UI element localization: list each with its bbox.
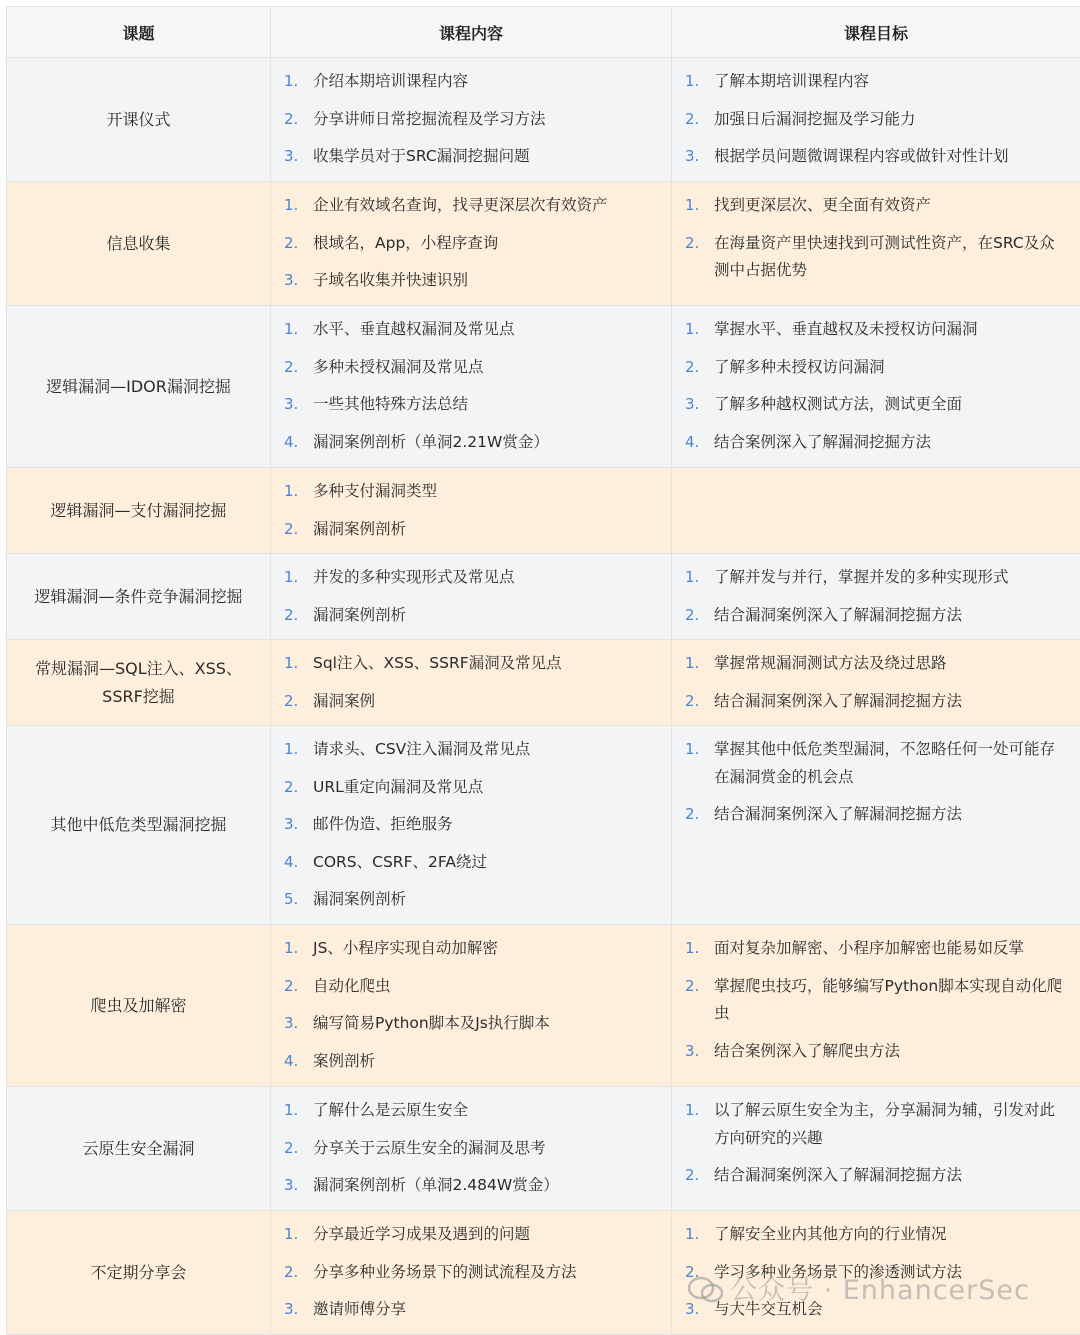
content-item xyxy=(284,391,659,419)
item-number: 1. xyxy=(284,564,298,592)
watermark-text: 公众号 · EnhancerSec xyxy=(730,1275,1030,1306)
content-item xyxy=(284,811,659,839)
item-number: 2. xyxy=(284,106,298,134)
goal-item xyxy=(685,106,1068,134)
content-cell xyxy=(271,58,672,182)
goal-item xyxy=(685,391,1068,419)
table-row xyxy=(7,1087,1080,1211)
topic-cell: 其他中低危类型漏洞挖掘 xyxy=(7,726,271,925)
content-item xyxy=(284,736,659,764)
item-number: 2. xyxy=(685,230,699,258)
content-item xyxy=(284,1296,659,1324)
content-item xyxy=(284,1221,659,1249)
content-list xyxy=(284,316,659,456)
goal-item xyxy=(685,354,1068,382)
item-number: 1. xyxy=(685,736,699,764)
content-list xyxy=(284,564,659,629)
item-number: 2. xyxy=(685,801,699,829)
table-row xyxy=(7,554,1080,640)
goals-cell xyxy=(672,306,1080,468)
item-text: 与大牛交互机会 xyxy=(714,1300,823,1318)
item-number: 2. xyxy=(685,973,699,1001)
item-number: 2. xyxy=(284,973,298,1001)
item-text: 掌握爬虫技巧，能够编写Python脚本实现自动化爬虫 xyxy=(714,977,1062,1023)
header-content: 课程内容 xyxy=(271,7,672,58)
item-number: 2. xyxy=(685,602,699,630)
item-number: 4. xyxy=(284,1048,298,1076)
goal-item xyxy=(685,935,1068,963)
content-item xyxy=(284,1048,659,1076)
content-list xyxy=(284,68,659,171)
item-text: 邮件伪造、拒绝服务 xyxy=(313,815,453,833)
item-number: 5. xyxy=(284,886,298,914)
content-item xyxy=(284,68,659,96)
item-text: CORS、CSRF、2FA绕过 xyxy=(313,853,487,871)
content-item xyxy=(284,1259,659,1287)
content-list xyxy=(284,736,659,914)
table-row xyxy=(7,306,1080,468)
item-text: 加强日后漏洞挖掘及学习能力 xyxy=(714,110,916,128)
item-text: 掌握水平、垂直越权及未授权访问漏洞 xyxy=(714,320,978,338)
item-number: 3. xyxy=(685,143,699,171)
content-item xyxy=(284,1010,659,1038)
item-text: 找到更深层次、更全面有效资产 xyxy=(714,196,931,214)
item-number: 3. xyxy=(284,1296,298,1324)
goal-item xyxy=(685,564,1068,592)
item-text: 漏洞案例剖析（单洞2.484W赏金） xyxy=(313,1176,559,1194)
topic-cell: 开课仪式 xyxy=(7,58,271,182)
topic-cell: 逻辑漏洞—支付漏洞挖掘 xyxy=(7,468,271,554)
content-list xyxy=(284,1097,659,1200)
item-number: 3. xyxy=(284,811,298,839)
content-item xyxy=(284,886,659,914)
content-item xyxy=(284,973,659,1001)
table-row xyxy=(7,726,1080,925)
topic-cell: 云原生安全漏洞 xyxy=(7,1087,271,1211)
goal-item xyxy=(685,143,1068,171)
goals-cell xyxy=(672,925,1080,1087)
item-number: 2. xyxy=(685,106,699,134)
content-cell xyxy=(271,468,672,554)
goals-cell xyxy=(672,640,1080,726)
item-number: 1. xyxy=(284,1097,298,1125)
item-number: 2. xyxy=(685,354,699,382)
item-text: 案例剖析 xyxy=(313,1052,375,1070)
content-item xyxy=(284,354,659,382)
item-text: 掌握其他中低危类型漏洞，不忽略任何一处可能存在漏洞赏金的机会点 xyxy=(714,740,1055,786)
item-number: 2. xyxy=(284,602,298,630)
item-number: 1. xyxy=(685,650,699,678)
header-goals: 课程目标 xyxy=(672,7,1080,58)
goal-list xyxy=(685,192,1068,285)
item-number: 1. xyxy=(284,935,298,963)
item-number: 3. xyxy=(685,391,699,419)
item-text: 结合漏洞案例深入了解漏洞挖掘方法 xyxy=(714,1166,962,1184)
topic-cell: 常规漏洞—SQL注入、XSS、SSRF挖掘 xyxy=(7,640,271,726)
item-text: 分享最近学习成果及遇到的问题 xyxy=(313,1225,530,1243)
content-cell xyxy=(271,554,672,640)
goal-item xyxy=(685,688,1068,716)
item-text: 结合漏洞案例深入了解漏洞挖掘方法 xyxy=(714,805,962,823)
content-cell xyxy=(271,1211,672,1335)
topic-cell: 逻辑漏洞—条件竞争漏洞挖掘 xyxy=(7,554,271,640)
topic-cell: 信息收集 xyxy=(7,182,271,306)
goals-cell xyxy=(672,468,1080,554)
item-number: 2. xyxy=(284,354,298,382)
content-item xyxy=(284,564,659,592)
goals-cell xyxy=(672,182,1080,306)
item-number: 4. xyxy=(284,849,298,877)
item-text: 漏洞案例剖析 xyxy=(313,890,406,908)
goal-item xyxy=(685,801,1068,829)
item-text: 子域名收集并快速识别 xyxy=(313,271,468,289)
topic-cell: 逻辑漏洞—IDOR漏洞挖掘 xyxy=(7,306,271,468)
topic-cell: 爬虫及加解密 xyxy=(7,925,271,1087)
item-text: 分享关于云原生安全的漏洞及思考 xyxy=(313,1139,546,1157)
header-row xyxy=(7,7,1080,58)
goal-item xyxy=(685,650,1068,678)
item-number: 1. xyxy=(685,1097,699,1125)
table-row xyxy=(7,640,1080,726)
content-item xyxy=(284,429,659,457)
content-item xyxy=(284,602,659,630)
item-text: Sql注入、XSS、SSRF漏洞及常见点 xyxy=(313,654,562,672)
content-cell xyxy=(271,726,672,925)
goal-list xyxy=(685,1097,1068,1190)
content-item xyxy=(284,935,659,963)
content-item xyxy=(284,516,659,544)
content-item xyxy=(284,1097,659,1125)
goal-item xyxy=(685,316,1068,344)
content-item xyxy=(284,192,659,220)
item-number: 2. xyxy=(284,230,298,258)
item-number: 3. xyxy=(284,143,298,171)
goal-list xyxy=(685,316,1068,456)
item-number: 1. xyxy=(685,935,699,963)
content-cell xyxy=(271,640,672,726)
item-number: 1. xyxy=(685,68,699,96)
item-text: 了解什么是云原生安全 xyxy=(313,1101,468,1119)
item-text: JS、小程序实现自动加解密 xyxy=(313,939,498,957)
item-number: 3. xyxy=(284,1172,298,1200)
item-number: 1. xyxy=(284,68,298,96)
item-text: 并发的多种实现形式及常见点 xyxy=(313,568,515,586)
item-text: 收集学员对于SRC漏洞挖掘问题 xyxy=(313,147,530,165)
item-text: 漏洞案例剖析（单洞2.21W赏金） xyxy=(313,433,549,451)
item-text: 多种支付漏洞类型 xyxy=(313,482,437,500)
item-number: 1. xyxy=(284,736,298,764)
content-list xyxy=(284,935,659,1075)
content-item xyxy=(284,230,659,258)
item-text: 结合漏洞案例深入了解漏洞挖掘方法 xyxy=(714,606,962,624)
item-text: 在海量资产里快速找到可测试性资产，在SRC及众测中占据优势 xyxy=(714,234,1055,280)
goal-item xyxy=(685,192,1068,220)
item-text: 邀请师傅分享 xyxy=(313,1300,406,1318)
item-text: 面对复杂加解密、小程序加解密也能易如反掌 xyxy=(714,939,1024,957)
item-text: 漏洞案例剖析 xyxy=(313,520,406,538)
table-row xyxy=(7,925,1080,1087)
goal-list xyxy=(685,564,1068,629)
content-item xyxy=(284,849,659,877)
goals-cell xyxy=(672,58,1080,182)
content-list xyxy=(284,650,659,715)
goal-list xyxy=(685,68,1068,171)
item-text: 自动化爬虫 xyxy=(313,977,391,995)
content-item xyxy=(284,688,659,716)
content-item xyxy=(284,650,659,678)
item-number: 2. xyxy=(284,1135,298,1163)
goal-item xyxy=(685,602,1068,630)
content-cell xyxy=(271,925,672,1087)
goal-item xyxy=(685,1038,1068,1066)
item-number: 2. xyxy=(284,774,298,802)
item-number: 1. xyxy=(685,316,699,344)
item-text: 多种未授权漏洞及常见点 xyxy=(313,358,484,376)
item-number: 3. xyxy=(284,391,298,419)
item-number: 1. xyxy=(284,316,298,344)
item-number: 1. xyxy=(284,1221,298,1249)
content-cell xyxy=(271,1087,672,1211)
item-number: 2. xyxy=(685,688,699,716)
goal-item xyxy=(685,1097,1068,1152)
item-text: 请求头、CSV注入漏洞及常见点 xyxy=(313,740,530,758)
goals-cell xyxy=(672,554,1080,640)
item-text: 分享讲师日常挖掘流程及学习方法 xyxy=(313,110,546,128)
topic-cell: 不定期分享会 xyxy=(7,1211,271,1335)
content-item xyxy=(284,143,659,171)
goal-item xyxy=(685,429,1068,457)
item-number: 3. xyxy=(685,1296,699,1324)
goal-item xyxy=(685,973,1068,1028)
item-text: 漏洞案例 xyxy=(313,692,375,710)
goal-list xyxy=(685,650,1068,715)
item-number: 4. xyxy=(685,429,699,457)
table-row xyxy=(7,468,1080,554)
content-list xyxy=(284,192,659,295)
item-number: 2. xyxy=(685,1259,699,1287)
wechat-icon xyxy=(686,1275,726,1305)
content-item xyxy=(284,267,659,295)
goal-item xyxy=(685,68,1068,96)
item-number: 2. xyxy=(685,1162,699,1190)
content-item xyxy=(284,1135,659,1163)
item-text: 了解安全业内其他方向的行业情况 xyxy=(714,1225,947,1243)
item-text: 了解本期培训课程内容 xyxy=(714,72,869,90)
table-row xyxy=(7,182,1080,306)
item-text: 结合漏洞案例深入了解漏洞挖掘方法 xyxy=(714,692,962,710)
goal-list xyxy=(685,736,1068,829)
header-topic: 课题 xyxy=(7,7,271,58)
watermark xyxy=(686,1268,1030,1307)
course-table xyxy=(6,6,1080,1335)
item-number: 3. xyxy=(685,1038,699,1066)
item-number: 3. xyxy=(284,267,298,295)
item-text: URL重定向漏洞及常见点 xyxy=(313,778,483,796)
content-item xyxy=(284,478,659,506)
item-text: 介绍本期培训课程内容 xyxy=(313,72,468,90)
item-number: 1. xyxy=(685,1221,699,1249)
item-number: 2. xyxy=(284,516,298,544)
item-text: 掌握常规漏洞测试方法及绕过思路 xyxy=(714,654,947,672)
content-item xyxy=(284,106,659,134)
item-text: 根据学员问题微调课程内容或做针对性计划 xyxy=(714,147,1009,165)
content-item xyxy=(284,1172,659,1200)
item-number: 1. xyxy=(284,192,298,220)
item-text: 一些其他特殊方法总结 xyxy=(313,395,468,413)
item-text: 学习多种业务场景下的渗透测试方法 xyxy=(714,1263,962,1281)
item-number: 4. xyxy=(284,429,298,457)
item-text: 了解多种未授权访问漏洞 xyxy=(714,358,885,376)
goals-cell xyxy=(672,1087,1080,1211)
item-text: 漏洞案例剖析 xyxy=(313,606,406,624)
item-text: 分享多种业务场景下的测试流程及方法 xyxy=(313,1263,577,1281)
goal-item xyxy=(685,1162,1068,1190)
item-number: 3. xyxy=(284,1010,298,1038)
goals-cell xyxy=(672,726,1080,925)
goal-item xyxy=(685,230,1068,285)
item-number: 1. xyxy=(284,650,298,678)
item-number: 2. xyxy=(284,1259,298,1287)
item-text: 根域名，App，小程序查询 xyxy=(313,234,498,252)
goal-item xyxy=(685,736,1068,791)
item-text: 编写简易Python脚本及Js执行脚本 xyxy=(313,1014,550,1032)
content-item xyxy=(284,774,659,802)
item-number: 1. xyxy=(685,192,699,220)
content-item xyxy=(284,316,659,344)
goal-list xyxy=(685,935,1068,1065)
item-text: 结合案例深入了解漏洞挖掘方法 xyxy=(714,433,931,451)
item-text: 结合案例深入了解爬虫方法 xyxy=(714,1042,900,1060)
content-list xyxy=(284,478,659,543)
item-text: 了解并发与并行，掌握并发的多种实现形式 xyxy=(714,568,1009,586)
goal-item xyxy=(685,1221,1068,1249)
item-text: 企业有效域名查询，找寻更深层次有效资产 xyxy=(313,196,608,214)
item-text: 水平、垂直越权漏洞及常见点 xyxy=(313,320,515,338)
item-number: 2. xyxy=(284,688,298,716)
item-text: 了解多种越权测试方法，测试更全面 xyxy=(714,395,962,413)
item-number: 1. xyxy=(685,564,699,592)
content-cell xyxy=(271,182,672,306)
content-list xyxy=(284,1221,659,1324)
item-text: 以了解云原生安全为主，分享漏洞为辅，引发对此方向研究的兴趣 xyxy=(714,1101,1055,1147)
item-number: 1. xyxy=(284,478,298,506)
content-cell xyxy=(271,306,672,468)
table-row xyxy=(7,58,1080,182)
